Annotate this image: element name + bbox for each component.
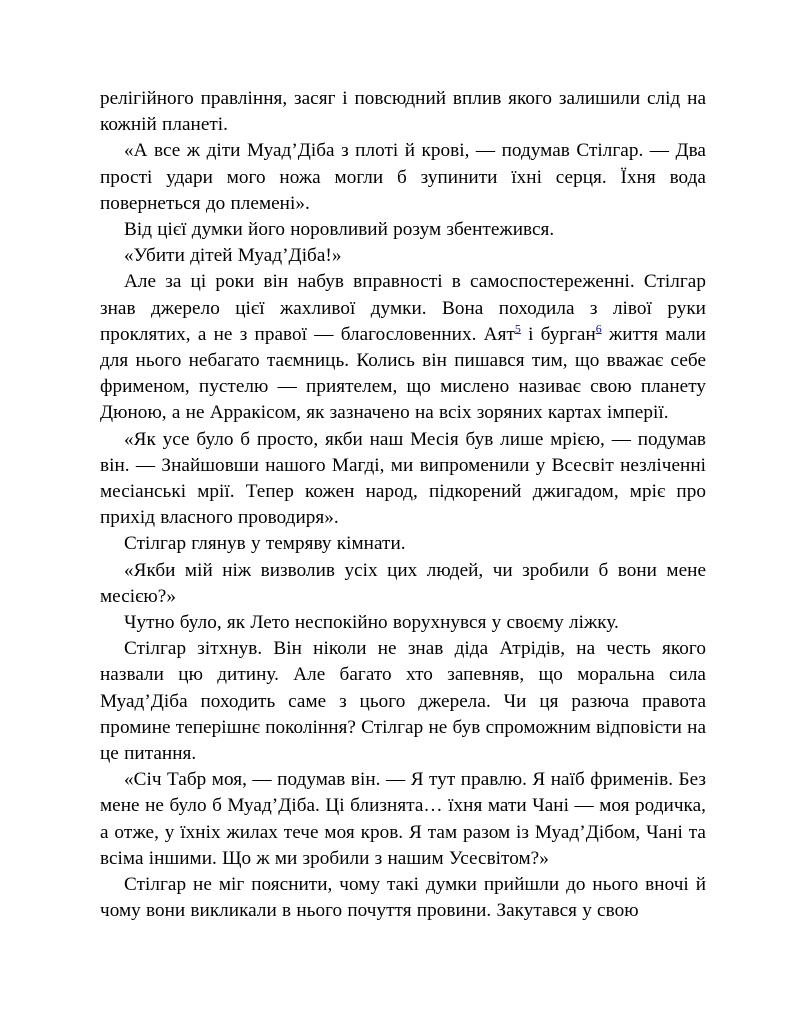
paragraph: Стілгар глянув у темряву кімнати. <box>124 533 406 555</box>
footnote-link-5[interactable]: 5 <box>514 321 521 336</box>
text-column <box>100 86 706 925</box>
paragraph: «А все ж діти Муад’Діба з плоті й крові, — подумав Стілгар. — Два прості удари мого ножа могли б зупинити їхні серця. Їхня вода повернеться до племені». <box>100 140 706 214</box>
paragraph-text-part: життя мали для нього небагато таємниць. Колись він пишався тим, що вважає себе фрименом, пустелю — приятелем, що мислено називає свою планету Дюною, а не Арракісом, як зазначено на всіх зоряних картах імперії. <box>100 323 706 424</box>
paragraph: Стілгар не міг пояснити, чому такі думки прийшли до нього вночі й чому вони викликали в нього почуття провини. Закутався у свою <box>100 874 706 922</box>
paragraph: «Як усе було б просто, якби наш Месія був лише мрією, — подумав він. — Знайшовши нашого Магді, ми випроменили у Всесвіт незліченні месіанські мрії. Тепер кожен народ, підкорений джигадом, мріє про прихід власного проводиря». <box>100 428 706 529</box>
paragraph: Чутно було, як Лето неспокійно ворухнувся у своєму ліжку. <box>124 612 619 634</box>
paragraph: Від цієї думки його норовливий розум збентежився. <box>124 219 555 241</box>
paragraph: «Січ Табр моя, — подумав він. — Я тут правлю. Я наїб фрименів. Без мене не було б Муад’Діба. Ці близнята… їхня мати Чані — моя родичка, а отже, у їхніх жилах тече моя кров. Я там разом із Муад’Дібом, Чані та всіма іншими. Що ж ми зробили з нашим Усесвітом?» <box>100 769 706 869</box>
paragraph-text-part: Але за ці роки він набув вправності в самоспостереженні. Стілгар знав джерело цієї жахливої думки. Вона походила з лівої руки проклятих, а не з правої — благословенних. Аят <box>100 271 706 345</box>
paragraph: «Убити дітей Муад’Діба!» <box>124 245 342 267</box>
paragraph-text-part: і бурган <box>520 323 596 345</box>
paragraph: «Якби мій ніж визволив усіх цих людей, чи зробили б вони мене месією?» <box>100 559 706 607</box>
paragraph: Стілгар зітхнув. Він ніколи не знав діда Атрідів, на честь якого назвали цю дитину. Але багато хто запевняв, що моральна сила Муад’Діба походить саме з цього джерела. Чи ця разюча правота промине теперішнє покоління? Стілгар не був спроможним відповісти на це питання. <box>100 638 707 765</box>
paragraph: релігійного правління, засяг і повсюдний вплив якого залишили слід на кожній планеті. <box>100 88 706 136</box>
footnote-link-6[interactable]: 6 <box>595 321 602 336</box>
paragraph-with-footnotes <box>100 269 706 426</box>
